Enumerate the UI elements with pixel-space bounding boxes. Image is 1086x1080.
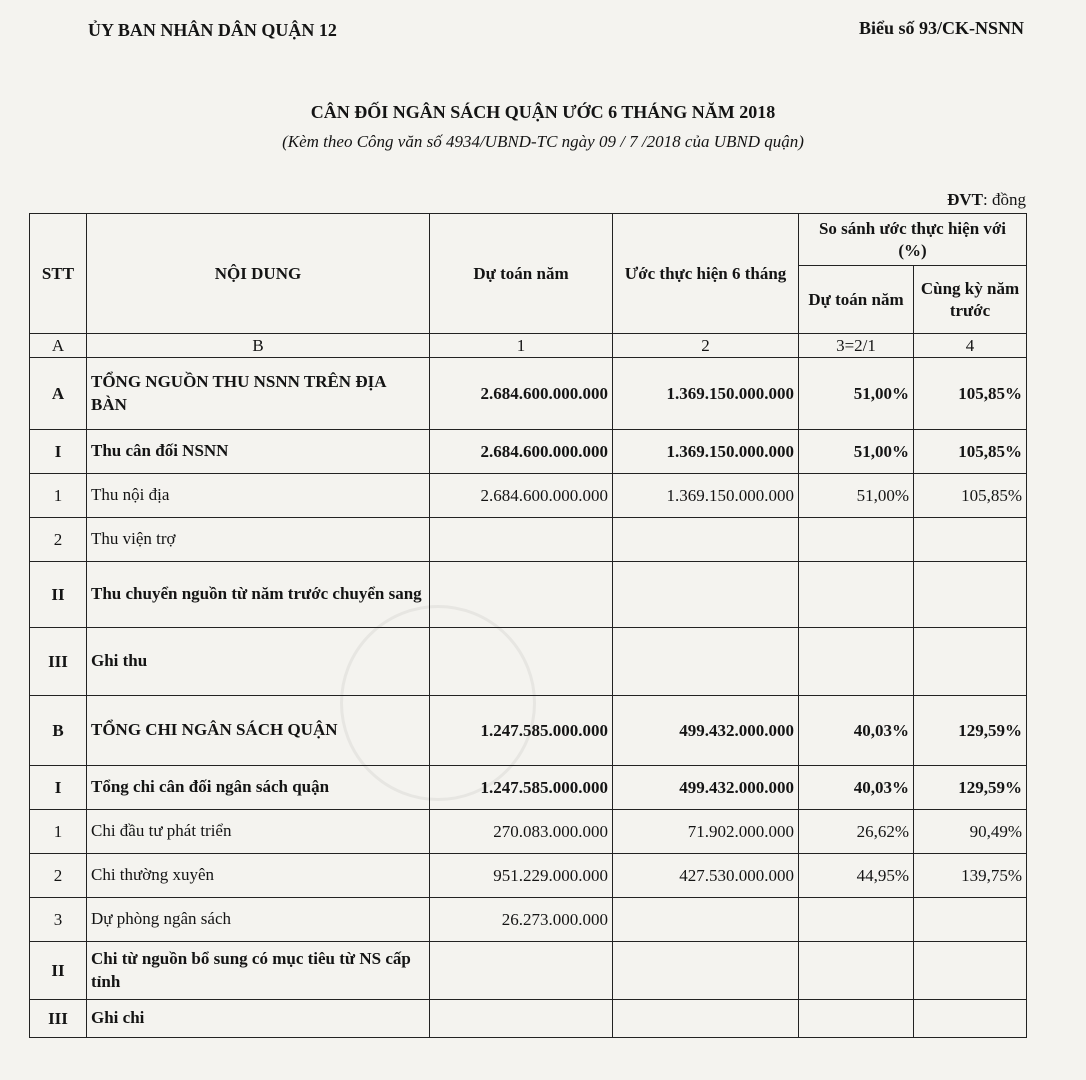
row-vs-budget: 40,03% — [799, 766, 914, 810]
row-vs-prev — [914, 518, 1027, 562]
row-stt: 3 — [30, 898, 87, 942]
agency-name: ỦY BAN NHÂN DÂN QUẬN 12 — [88, 20, 337, 40]
row-content: Chi từ nguồn bổ sung có mục tiêu từ NS cấp tỉnh — [87, 942, 430, 1000]
row-budget — [430, 562, 613, 628]
header-vs-prev: Cùng kỳ năm trước — [914, 266, 1027, 334]
row-vs-prev: 90,49% — [914, 810, 1027, 854]
table-row — [30, 474, 1027, 518]
column-code: 4 — [914, 334, 1027, 358]
row-estimate: 1.369.150.000.000 — [613, 474, 799, 518]
row-estimate: 1.369.150.000.000 — [613, 358, 799, 430]
row-estimate — [613, 1000, 799, 1038]
row-estimate — [613, 628, 799, 696]
row-stt: I — [30, 430, 87, 474]
column-code: A — [30, 334, 87, 358]
row-budget: 2.684.600.000.000 — [430, 474, 613, 518]
row-vs-budget — [799, 628, 914, 696]
row-content: Ghi thu — [87, 628, 430, 696]
column-code: 1 — [430, 334, 613, 358]
column-code: B — [87, 334, 430, 358]
row-estimate — [613, 562, 799, 628]
row-budget — [430, 518, 613, 562]
row-content: Chi đầu tư phát triển — [87, 810, 430, 854]
row-stt: 1 — [30, 474, 87, 518]
row-vs-prev: 105,85% — [914, 474, 1027, 518]
table-row — [30, 810, 1027, 854]
row-vs-prev: 139,75% — [914, 854, 1027, 898]
document-subtitle: (Kèm theo Công văn số 4934/UBND-TC ngày 09 / 7 /2018 của UBND quận) — [282, 132, 804, 151]
table-row — [30, 358, 1027, 430]
column-code: 3=2/1 — [799, 334, 914, 358]
row-vs-budget: 26,62% — [799, 810, 914, 854]
row-vs-budget — [799, 1000, 914, 1038]
row-content: Thu nội địa — [87, 474, 430, 518]
row-content: Tổng chi cân đối ngân sách quận — [87, 766, 430, 810]
row-vs-prev — [914, 1000, 1027, 1038]
row-estimate: 499.432.000.000 — [613, 766, 799, 810]
header-content: NỘI DUNG — [87, 214, 430, 334]
table-row — [30, 518, 1027, 562]
table-row — [30, 854, 1027, 898]
table-row — [30, 430, 1027, 474]
header-row-1 — [30, 214, 1027, 266]
row-budget: 26.273.000.000 — [430, 898, 613, 942]
table-row — [30, 942, 1027, 1000]
table-row — [30, 696, 1027, 766]
row-stt: III — [30, 628, 87, 696]
row-estimate — [613, 518, 799, 562]
row-budget: 2.684.600.000.000 — [430, 358, 613, 430]
row-budget — [430, 1000, 613, 1038]
row-stt: 2 — [30, 518, 87, 562]
table-row — [30, 562, 1027, 628]
header-compare: So sánh ước thực hiện với (%) — [799, 214, 1027, 266]
row-stt: B — [30, 696, 87, 766]
row-vs-budget: 51,00% — [799, 474, 914, 518]
row-vs-prev: 105,85% — [914, 430, 1027, 474]
row-estimate — [613, 942, 799, 1000]
row-stt: I — [30, 766, 87, 810]
unit-label — [947, 190, 1026, 210]
row-estimate — [613, 898, 799, 942]
row-stt: II — [30, 562, 87, 628]
table-row — [30, 1000, 1027, 1038]
row-content: Thu viện trợ — [87, 518, 430, 562]
row-budget: 2.684.600.000.000 — [430, 430, 613, 474]
row-vs-prev: 129,59% — [914, 696, 1027, 766]
row-stt: 2 — [30, 854, 87, 898]
row-content: Ghi chi — [87, 1000, 430, 1038]
row-vs-budget — [799, 898, 914, 942]
row-vs-budget: 44,95% — [799, 854, 914, 898]
row-vs-budget — [799, 562, 914, 628]
row-estimate: 499.432.000.000 — [613, 696, 799, 766]
budget-table — [29, 213, 1027, 1038]
row-budget — [430, 628, 613, 696]
table-row — [30, 766, 1027, 810]
row-budget: 951.229.000.000 — [430, 854, 613, 898]
row-budget: 1.247.585.000.000 — [430, 766, 613, 810]
header-vs-budget: Dự toán năm — [799, 266, 914, 334]
form-number: Biểu số 93/CK-NSNN — [858, 18, 1024, 38]
unit-label-key: ĐVT — [947, 190, 984, 209]
row-budget: 270.083.000.000 — [430, 810, 613, 854]
table-row — [30, 898, 1027, 942]
table-row — [30, 628, 1027, 696]
row-stt: 1 — [30, 810, 87, 854]
row-vs-prev — [914, 942, 1027, 1000]
row-vs-prev: 129,59% — [914, 766, 1027, 810]
document-title: CÂN ĐỐI NGÂN SÁCH QUẬN ƯỚC 6 THÁNG NĂM 2018 — [310, 102, 776, 122]
row-vs-budget: 40,03% — [799, 696, 914, 766]
row-estimate: 427.530.000.000 — [613, 854, 799, 898]
header-estimate: Ước thực hiện 6 tháng — [613, 214, 799, 334]
row-vs-budget — [799, 518, 914, 562]
column-code-row — [30, 334, 1027, 358]
row-stt: III — [30, 1000, 87, 1038]
row-content: TỔNG CHI NGÂN SÁCH QUẬN — [87, 696, 430, 766]
row-content: Dự phòng ngân sách — [87, 898, 430, 942]
row-content: TỔNG NGUỒN THU NSNN TRÊN ĐỊA BÀN — [87, 358, 430, 430]
header-budget: Dự toán năm — [430, 214, 613, 334]
row-vs-budget: 51,00% — [799, 430, 914, 474]
row-budget — [430, 942, 613, 1000]
header-stt: STT — [30, 214, 87, 334]
row-budget: 1.247.585.000.000 — [430, 696, 613, 766]
row-estimate: 1.369.150.000.000 — [613, 430, 799, 474]
row-content: Thu chuyển nguồn từ năm trước chuyển sang — [87, 562, 430, 628]
column-code: 2 — [613, 334, 799, 358]
row-content: Thu cân đối NSNN — [87, 430, 430, 474]
row-vs-prev — [914, 898, 1027, 942]
row-vs-prev: 105,85% — [914, 358, 1027, 430]
row-vs-budget: 51,00% — [799, 358, 914, 430]
unit-label-value: : đồng — [983, 190, 1026, 209]
row-stt: II — [30, 942, 87, 1000]
row-vs-budget — [799, 942, 914, 1000]
row-estimate: 71.902.000.000 — [613, 810, 799, 854]
row-vs-prev — [914, 562, 1027, 628]
row-vs-prev — [914, 628, 1027, 696]
row-content: Chi thường xuyên — [87, 854, 430, 898]
row-stt: A — [30, 358, 87, 430]
